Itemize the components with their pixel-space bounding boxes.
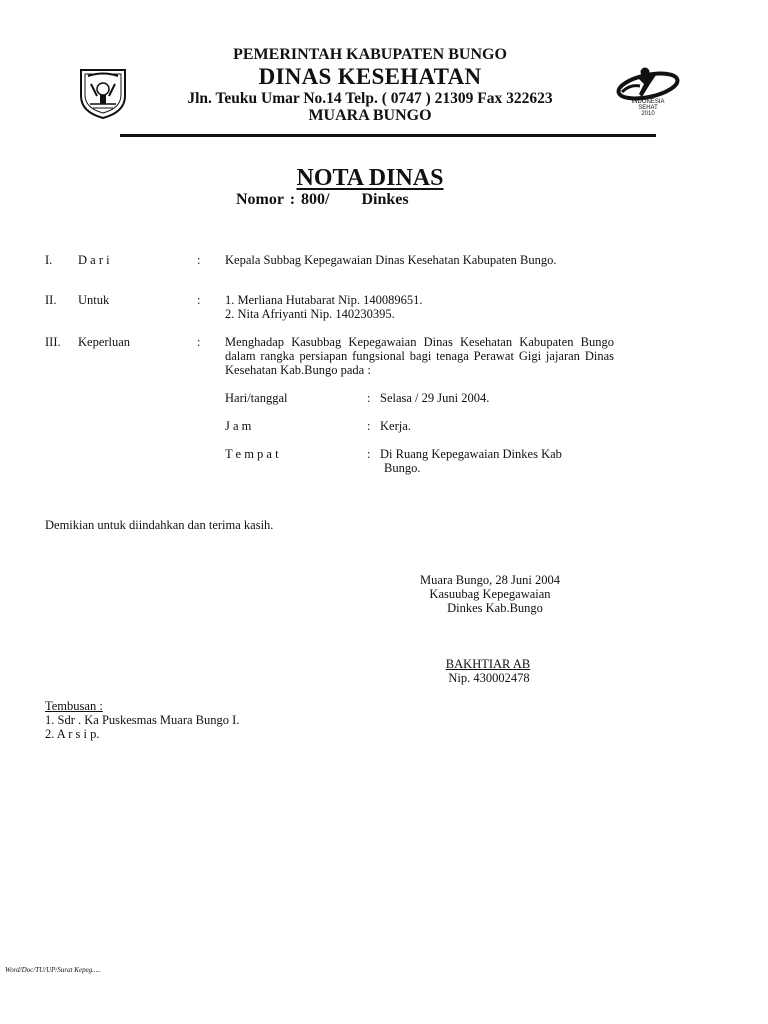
signature-position: Kasuubag Kepegawaian xyxy=(429,587,551,601)
detail-label-place: T e m p a t xyxy=(225,447,279,461)
signature-office: Dinkes Kab.Bungo xyxy=(447,601,543,615)
tembusan-item-2: 2. A r s i p. xyxy=(45,727,100,741)
section-label-untuk: Untuk xyxy=(78,293,110,307)
detail-value-date: Selasa / 29 Juni 2004. xyxy=(380,391,490,405)
document-title-text: NOTA DINAS xyxy=(296,165,444,191)
recipient-1: 1. Merliana Hutabarat Nip. 140089651. xyxy=(225,293,423,307)
document-number-suffix: Dinkes xyxy=(361,191,409,208)
section-number: I. xyxy=(45,253,53,267)
detail-colon: : xyxy=(367,419,371,433)
logo-text-indonesia: INDONESIA xyxy=(631,99,665,105)
section-colon: : xyxy=(197,335,201,349)
detail-label-date: Hari/tanggal xyxy=(225,391,288,405)
section-keperluan-text: Menghadap Kasubbag Kepegawaian Dinas Kesehatan Kabupaten Bungo dalam rangka persiapan fungsional bagi tenaga Perawat Gigi jajaran Dinas Kesehatan Kab.Bungo pada : xyxy=(225,335,614,377)
tembusan-title: Tembusan : xyxy=(45,699,103,713)
header-divider xyxy=(120,134,656,137)
section-number: II. xyxy=(45,293,57,307)
section-colon: : xyxy=(197,253,201,267)
document-number xyxy=(236,191,409,209)
closing-text: Demikian untuk diindahkan dan terima kasih. xyxy=(45,518,274,532)
detail-value-time: Kerja. xyxy=(380,419,411,433)
document-number-prefix: Nomor : 800/ xyxy=(236,191,330,208)
signature-nip: Nip. 430002478 xyxy=(448,671,530,685)
detail-value-place: Di Ruang Kepegawaian Dinkes Kab xyxy=(380,447,562,461)
indonesia-sehat-logo xyxy=(612,64,684,122)
detail-label-time: J a m xyxy=(225,419,252,433)
detail-colon: : xyxy=(367,391,371,405)
header-address: Jln. Teuku Umar No.14 Telp. ( 0747 ) 21309 Fax 322623 xyxy=(187,90,553,107)
header-agency: DINAS KESEHATAN xyxy=(258,64,482,89)
logo-text-year: 2010 xyxy=(641,111,655,117)
header-government: PEMERINTAH KABUPATEN BUNGO xyxy=(233,46,507,63)
detail-colon: : xyxy=(367,447,371,461)
recipient-2: 2. Nita Afriyanti Nip. 140230395. xyxy=(225,307,395,321)
logo-text-sehat: SEHAT xyxy=(638,105,658,111)
signature-place-date: Muara Bungo, 28 Juni 2004 xyxy=(420,573,560,587)
section-number: III. xyxy=(45,335,61,349)
detail-value-place-cont: Bungo. xyxy=(384,461,421,475)
section-colon: : xyxy=(197,293,201,307)
signature-name: BAKHTIAR AB xyxy=(445,657,531,671)
document-title xyxy=(120,165,620,192)
header-city: MUARA BUNGO xyxy=(308,107,432,124)
tembusan-item-1: 1. Sdr . Ka Puskesmas Muara Bungo I. xyxy=(45,713,240,727)
section-dari-text: Kepala Subbag Kepegawaian Dinas Kesehatan Kabupaten Bungo. xyxy=(225,253,557,267)
section-label-keperluan: Keperluan xyxy=(78,335,131,349)
footer-file-path: Word/Doc/TU/UP/Surat Kepeg..... xyxy=(5,966,101,974)
section-label-dari: D a r i xyxy=(78,253,110,267)
